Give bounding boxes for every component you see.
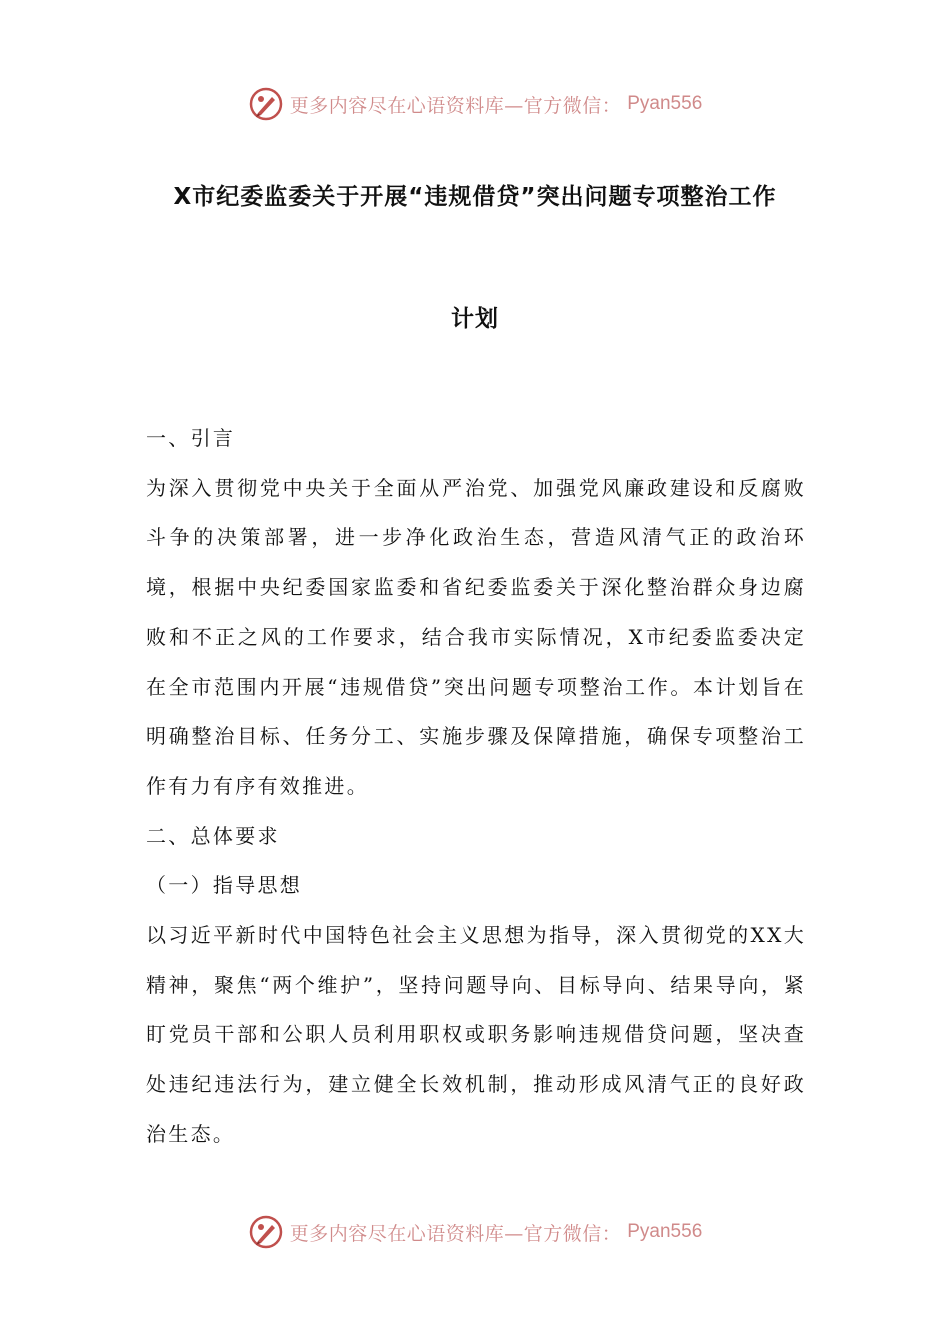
pen-logo-icon: [248, 86, 284, 122]
subsection-heading-guiding-ideology: （一）指导思想: [146, 873, 303, 898]
section-heading-intro: 一、引言: [146, 426, 236, 450]
header-banner: [0, 84, 950, 124]
banner-wechat: Pyan556: [627, 1221, 703, 1242]
section-heading-requirements: 二、总体要求: [146, 823, 280, 848]
banner-text: 更多内容尽在心语资料库—官方微信：: [289, 1222, 622, 1245]
banner-wechat: Pyan556: [627, 93, 703, 114]
footer-banner: [0, 1212, 950, 1252]
document-title-line1: X市纪委监委关于开展“违规借贷”突出问题专项整治工作: [173, 184, 777, 210]
document-title-line2: 计划: [451, 306, 499, 332]
paragraph-guiding-ideology: 以习近平新时代中国特色社会主义思想为指导，深入贯彻党的XX大精神，聚焦“两个维护”，坚持问题导向、目标导向、结果导向，紧盯党员干部和公职人员利用职权或职务影响违规借贷问题，坚决查处违纪违法行为，建立健全长效机制，推动形成风清气正的良好政治生态。: [146, 923, 806, 1146]
document-body: [146, 414, 806, 1160]
pen-logo-icon: [248, 1214, 284, 1250]
paragraph-intro: 为深入贯彻党中央关于全面从严治党、加强党风廉政建设和反腐败斗争的决策部署，进一步净化政治生态，营造风清气正的政治环境，根据中央纪委国家监委和省纪委监委关于深化整治群众身边腐败和不正之风的工作要求，结合我市实际情况，X市纪委监委决定在全市范围内开展“违规借贷”突出问题专项整治工作。本计划旨在明确整治目标、任务分工、实施步骤及保障措施，确保专项整治工作有力有序有效推进。: [146, 475, 806, 798]
banner-text: 更多内容尽在心语资料库—官方微信：: [289, 94, 622, 117]
